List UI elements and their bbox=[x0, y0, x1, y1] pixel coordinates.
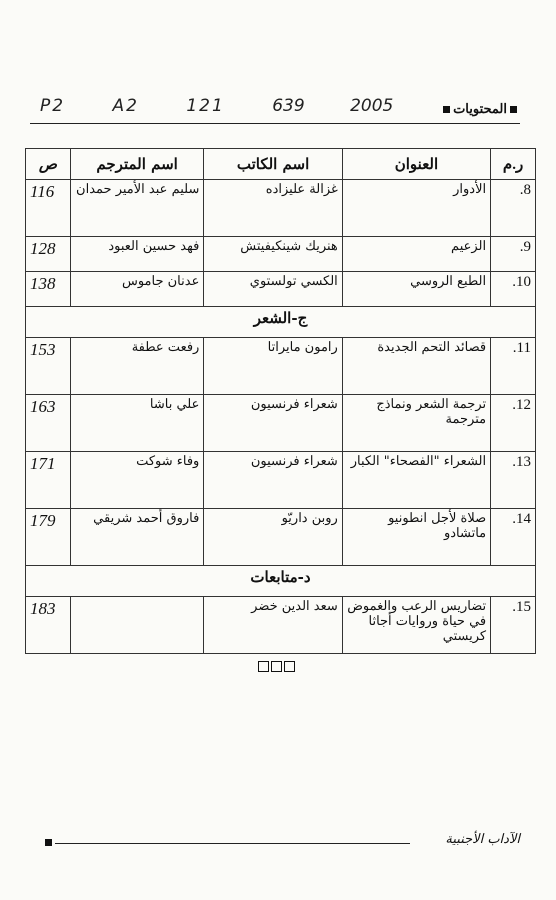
row-page: 163 bbox=[26, 395, 71, 452]
row-title: صلاة لأجل انطونيو ماتشادو bbox=[342, 509, 490, 566]
row-translator: وفاء شوكت bbox=[70, 452, 203, 509]
row-title: تضاريس الرعب والغموض في حياة وروايات أجاثا كريستي bbox=[342, 597, 490, 654]
table-row bbox=[26, 272, 536, 307]
section-label: د-متابعات bbox=[26, 566, 536, 597]
page-header bbox=[30, 96, 520, 130]
row-number: 14. bbox=[491, 509, 536, 566]
row-number: 12. bbox=[491, 395, 536, 452]
row-number: 11. bbox=[491, 338, 536, 395]
contents-table bbox=[25, 148, 536, 654]
end-ornament bbox=[258, 661, 295, 672]
handwritten-note: 639 bbox=[272, 96, 305, 116]
column-header-page: ص bbox=[26, 149, 71, 180]
column-header-number: ر.م bbox=[491, 149, 536, 180]
row-number: 9. bbox=[491, 237, 536, 272]
row-page: 128 bbox=[26, 237, 71, 272]
row-page: 153 bbox=[26, 338, 71, 395]
row-author: رامون مايراتا bbox=[204, 338, 342, 395]
section-label: ج-الشعر bbox=[26, 307, 536, 338]
row-author: سعد الدين خضر bbox=[204, 597, 342, 654]
square-bullet-icon bbox=[45, 839, 52, 846]
page-title bbox=[436, 102, 520, 117]
row-author: شعراء فرنسيون bbox=[204, 395, 342, 452]
row-number: 8. bbox=[491, 180, 536, 237]
row-translator bbox=[70, 597, 203, 654]
header-rule bbox=[30, 123, 520, 124]
column-header-author: اسم الكاتب bbox=[204, 149, 342, 180]
row-page: 138 bbox=[26, 272, 71, 307]
row-title: الزعيم bbox=[342, 237, 490, 272]
column-header-title: العنوان bbox=[342, 149, 490, 180]
square-bullet-icon bbox=[443, 106, 450, 113]
table-row bbox=[26, 338, 536, 395]
row-number: 10. bbox=[491, 272, 536, 307]
handwritten-note: A2 bbox=[112, 96, 139, 116]
row-page: 183 bbox=[26, 597, 71, 654]
section-header-row bbox=[26, 566, 536, 597]
handwritten-notes bbox=[40, 96, 471, 116]
section-header-row bbox=[26, 307, 536, 338]
row-title: قصائد التحم الجديدة bbox=[342, 338, 490, 395]
row-author: شعراء فرنسيون bbox=[204, 452, 342, 509]
row-author: غزالة عليزاده bbox=[204, 180, 342, 237]
footer-rule bbox=[55, 843, 410, 844]
row-author: روبن داريّو bbox=[204, 509, 342, 566]
square-outline-icon bbox=[258, 661, 269, 672]
page-title-text: المحتويات bbox=[453, 102, 507, 117]
row-title: الشعراء "الفصحاء" الكبار bbox=[342, 452, 490, 509]
column-header-translator: اسم المترجم bbox=[70, 149, 203, 180]
row-author: هنريك شينكيفيتش bbox=[204, 237, 342, 272]
row-translator: فاروق أحمد شريقي bbox=[70, 509, 203, 566]
row-number: 15. bbox=[491, 597, 536, 654]
table-row bbox=[26, 452, 536, 509]
row-title: الطبع الروسي bbox=[342, 272, 490, 307]
row-number: 13. bbox=[491, 452, 536, 509]
table-row bbox=[26, 395, 536, 452]
row-author: الكسي تولستوي bbox=[204, 272, 342, 307]
square-outline-icon bbox=[284, 661, 295, 672]
table-row bbox=[26, 509, 536, 566]
table-header-row bbox=[26, 149, 536, 180]
footer-journal-name: الآداب الأجنبية bbox=[445, 832, 520, 847]
handwritten-note: P2 bbox=[40, 96, 66, 116]
row-title: ترجمة الشعر ونماذج مترجمة bbox=[342, 395, 490, 452]
row-page: 116 bbox=[26, 180, 71, 237]
row-page: 171 bbox=[26, 452, 71, 509]
row-title: الأدوار bbox=[342, 180, 490, 237]
table-row bbox=[26, 237, 536, 272]
row-translator: عدنان جاموس bbox=[70, 272, 203, 307]
handwritten-note: 121 bbox=[186, 96, 225, 116]
row-translator: فهد حسين العبود bbox=[70, 237, 203, 272]
square-bullet-icon bbox=[510, 106, 517, 113]
page-footer bbox=[45, 832, 520, 852]
row-translator: علي باشا bbox=[70, 395, 203, 452]
square-outline-icon bbox=[271, 661, 282, 672]
table-row bbox=[26, 180, 536, 237]
row-page: 179 bbox=[26, 509, 71, 566]
table-row bbox=[26, 597, 536, 654]
handwritten-note: 2005 bbox=[350, 96, 394, 116]
row-translator: سليم عبد الأمير حمدان bbox=[70, 180, 203, 237]
row-translator: رفعت عطفة bbox=[70, 338, 203, 395]
